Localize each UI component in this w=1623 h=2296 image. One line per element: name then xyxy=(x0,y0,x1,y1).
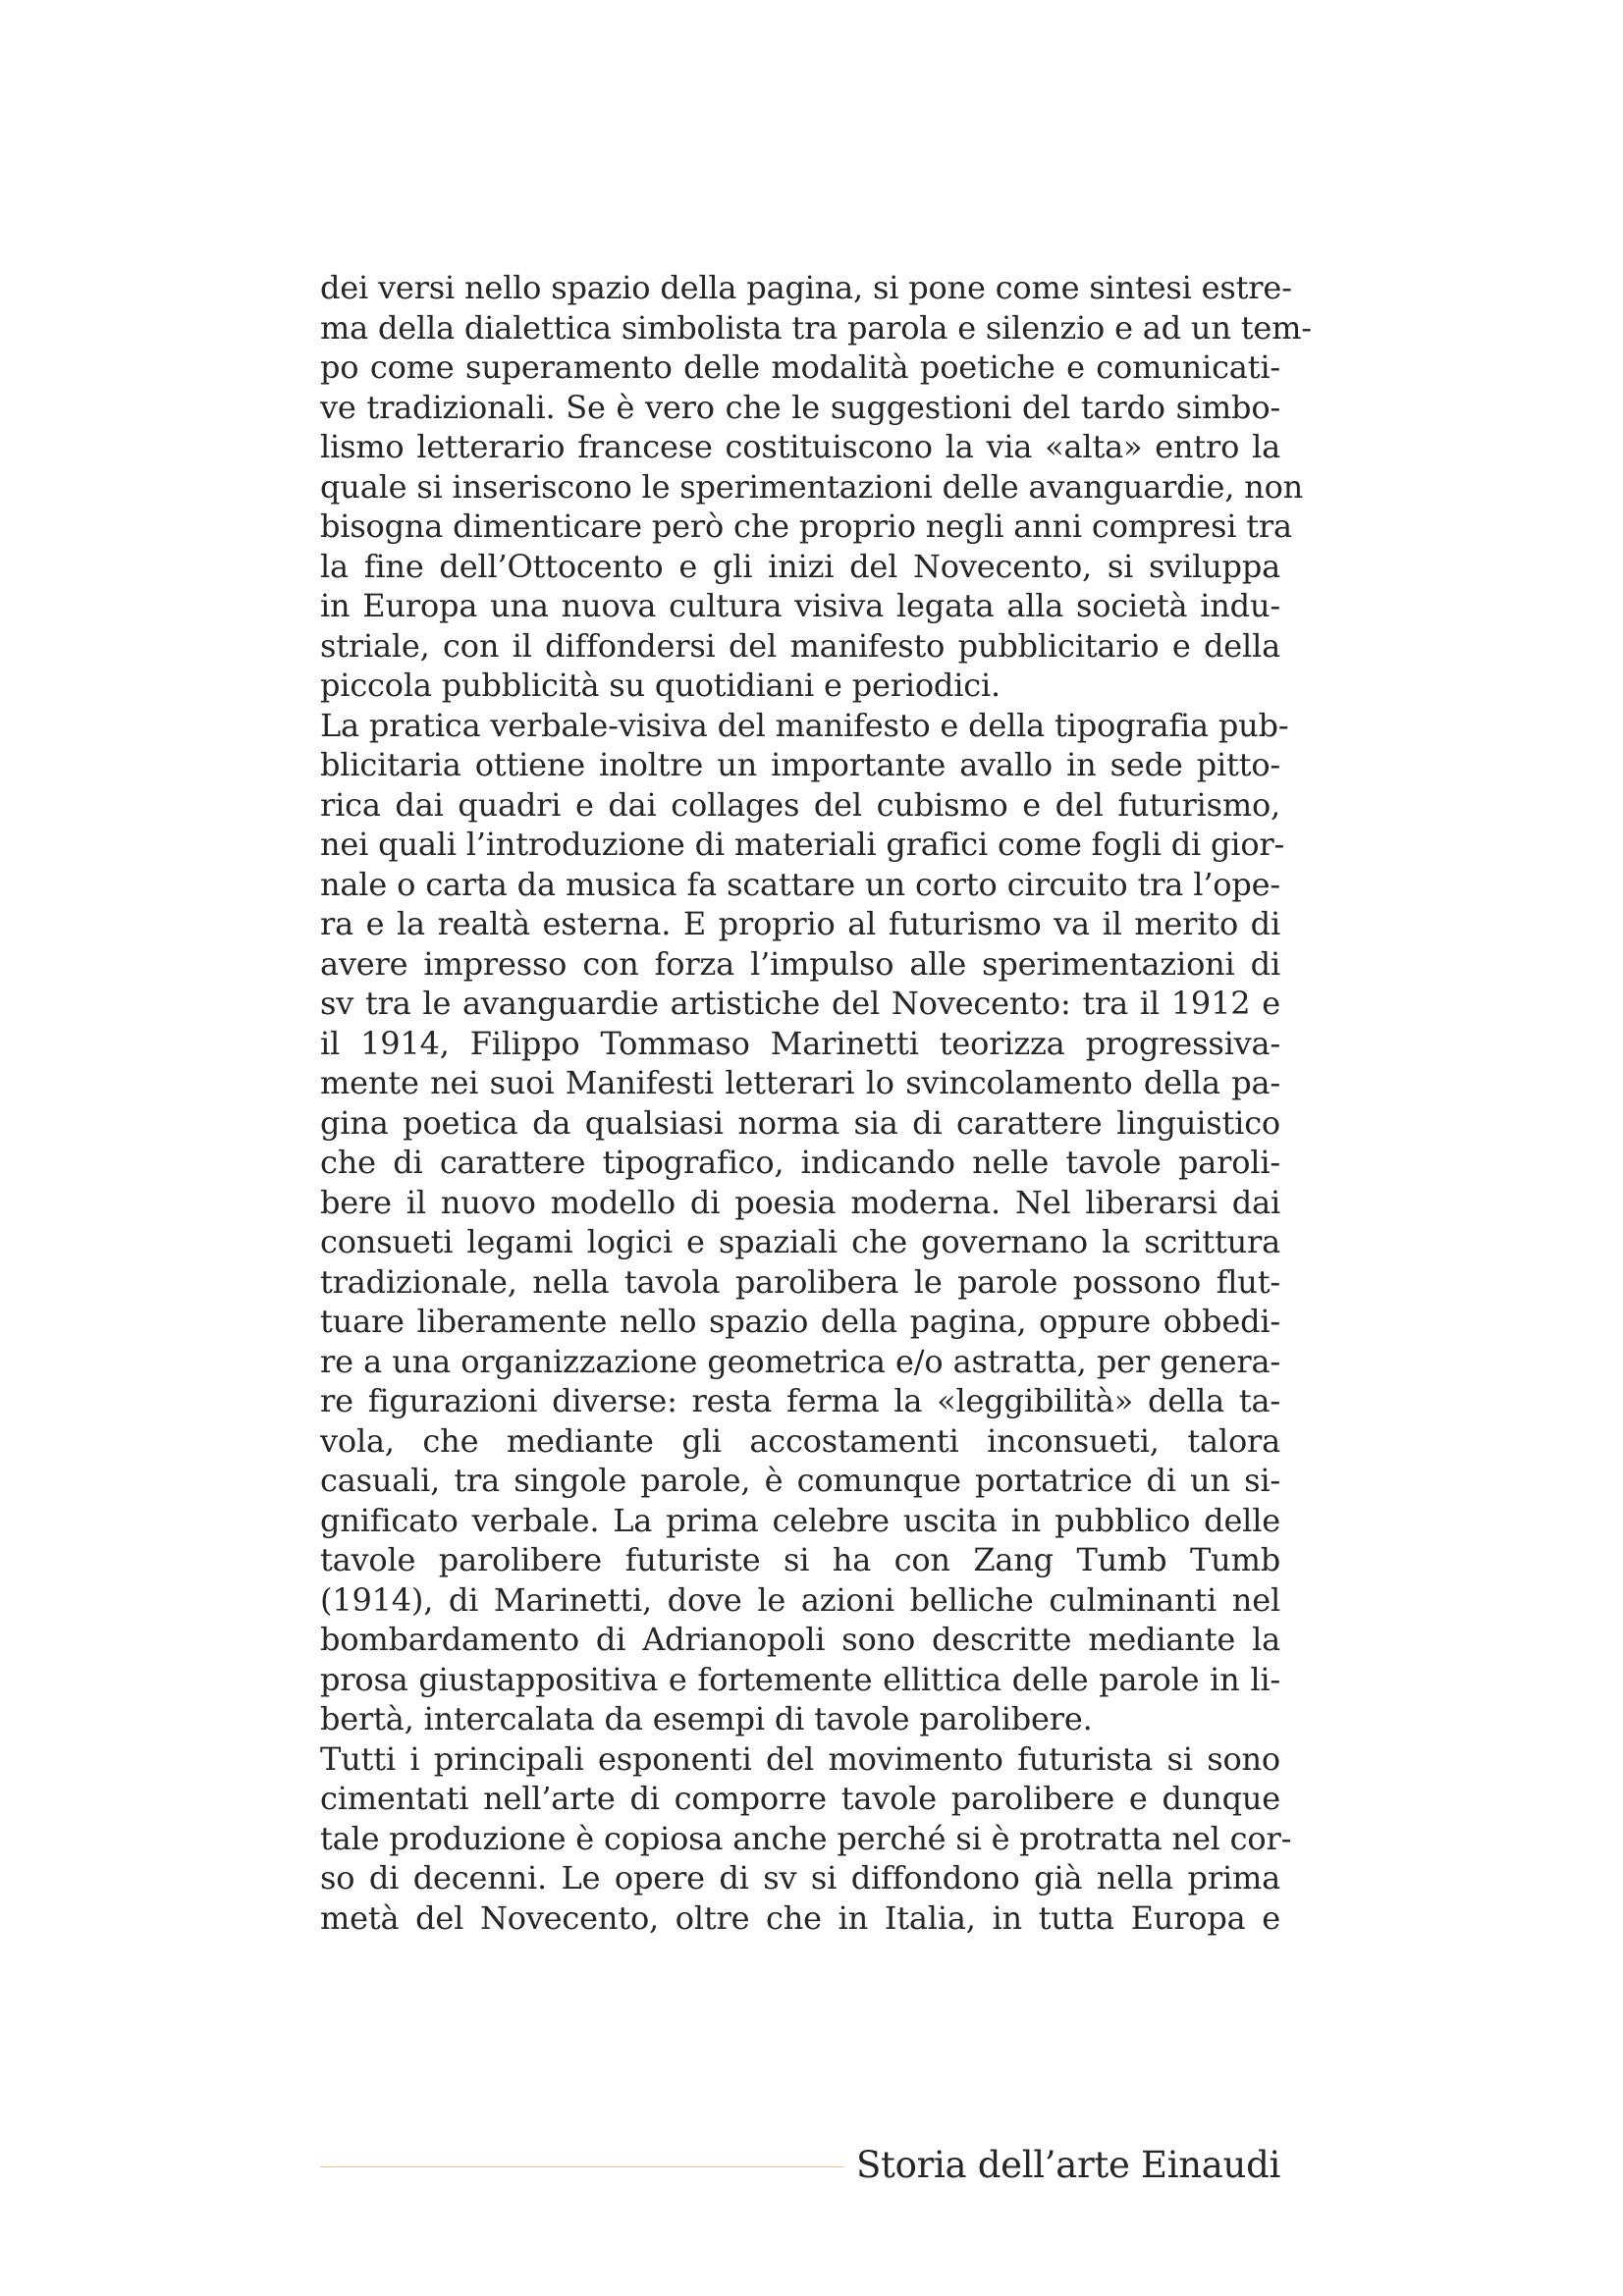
text-line: vola, che mediante gli accostamenti inconsueti, talora xyxy=(320,1421,1280,1460)
text-line: casuali, tra singole parole, è comunque portatrice di un si- xyxy=(320,1462,1280,1499)
body-text xyxy=(320,268,1312,1938)
text-line: prosa giustappositiva e fortemente ellittica delle parole in li- xyxy=(320,1660,1280,1698)
footer-divider xyxy=(320,2166,844,2167)
text-line: bombardamento di Adrianopoli sono descritte mediante la xyxy=(320,1621,1280,1658)
text-line: Tutti i principali esponenti del movimento futurista si sono xyxy=(320,1739,1280,1778)
text-line: metà del Novecento, oltre che in Italia, in tutta Europa e xyxy=(320,1898,1280,1937)
text-line: rica dai quadri e dai collages del cubismo e del futurismo, xyxy=(320,785,1280,824)
text-line: La pratica verbale-visiva del manifesto e della tipografia pub- xyxy=(320,706,1289,744)
text-line: la fine dell’Ottocento e gli inizi del Novecento, si sviluppa xyxy=(320,547,1280,585)
text-line: tavole parolibere futuriste si ha con Zang Tumb Tumb xyxy=(320,1541,1280,1578)
text-line: il 1914, Filippo Tommaso Marinetti teorizza progressiva- xyxy=(320,1024,1280,1062)
text-line: bere il nuovo modello di poesia moderna. Nel liberarsi dai xyxy=(320,1183,1280,1221)
text-line: avere impresso con forza l’impulso alle sperimentazioni di xyxy=(320,944,1280,983)
text-line: bisogna dimenticare però che proprio negli anni compresi tra xyxy=(320,507,1292,545)
text-line: quale si inseriscono le sperimentazioni delle avanguardie, non xyxy=(320,467,1304,506)
text-line: tale produzione è copiosa anche perché si è protratta nel cor- xyxy=(320,1819,1292,1857)
text-line: blicitaria ottiene inoltre un importante avallo in sede pitto- xyxy=(320,746,1280,783)
text-line: in Europa una nuova cultura visiva legata alla società indu- xyxy=(320,587,1280,624)
text-line: gnificato verbale. La prima celebre uscita in pubblico delle xyxy=(320,1501,1280,1539)
text-line: che di carattere tipografico, indicando nelle tavole paroli- xyxy=(320,1144,1280,1181)
text-line: tradizionale, nella tavola parolibera le parole possono flut- xyxy=(320,1262,1280,1301)
text-line: tuare liberamente nello spazio della pagina, oppure obbedi- xyxy=(320,1303,1280,1340)
text-line: re a una organizzazione geometrica e/o astratta, per genera- xyxy=(320,1342,1280,1380)
text-line: po come superamento delle modalità poetiche e comunicati- xyxy=(320,348,1280,386)
footer-publication-title: Storia dell’arte Einaudi xyxy=(856,2144,1280,2186)
text-line: gina poetica da qualsiasi norma sia di carattere linguistico xyxy=(320,1103,1280,1142)
text-line: ma della dialettica simbolista tra parola e silenzio e ad un tem- xyxy=(320,308,1312,347)
text-line: (1914), di Marinetti, dove le azioni belliche culminanti nel xyxy=(320,1580,1280,1619)
text-line: bertà, intercalata da esempi di tavole parolibere. xyxy=(320,1700,1093,1737)
text-line: striale, con il diffondersi del manifesto pubblicitario e della xyxy=(320,626,1280,665)
text-line: cimentati nell’arte di comporre tavole parolibere e dunque xyxy=(320,1780,1280,1817)
text-line: lismo letterario francese costituiscono la via «alta» entro la xyxy=(320,428,1280,465)
text-line: so di decenni. Le opere di sv si diffondono già nella prima xyxy=(320,1859,1280,1896)
text-line: nale o carta da musica fa scattare un corto circuito tra l’ope- xyxy=(320,865,1280,903)
text-line: re figurazioni diverse: resta ferma la «leggibilità» della ta- xyxy=(320,1382,1280,1419)
text-line: ve tradizionali. Se è vero che le suggestioni del tardo simbo- xyxy=(320,388,1280,426)
text-line: sv tra le avanguardie artistiche del Novecento: tra il 1912 e xyxy=(320,985,1280,1022)
text-line: consueti legami logici e spaziali che governano la scrittura xyxy=(320,1223,1280,1260)
text-line: nei quali l’introduzione di materiali grafici come fogli di gior- xyxy=(320,826,1285,863)
text-line: mente nei suoi Manifesti letterari lo svincolamento della pa- xyxy=(320,1064,1280,1101)
text-line: dei versi nello spazio della pagina, si pone come sintesi estre- xyxy=(320,269,1292,306)
text-line: piccola pubblicità su quotidiani e periodici. xyxy=(320,667,1001,704)
text-line: ra e la realtà esterna. E proprio al futurismo va il merito di xyxy=(320,905,1280,942)
